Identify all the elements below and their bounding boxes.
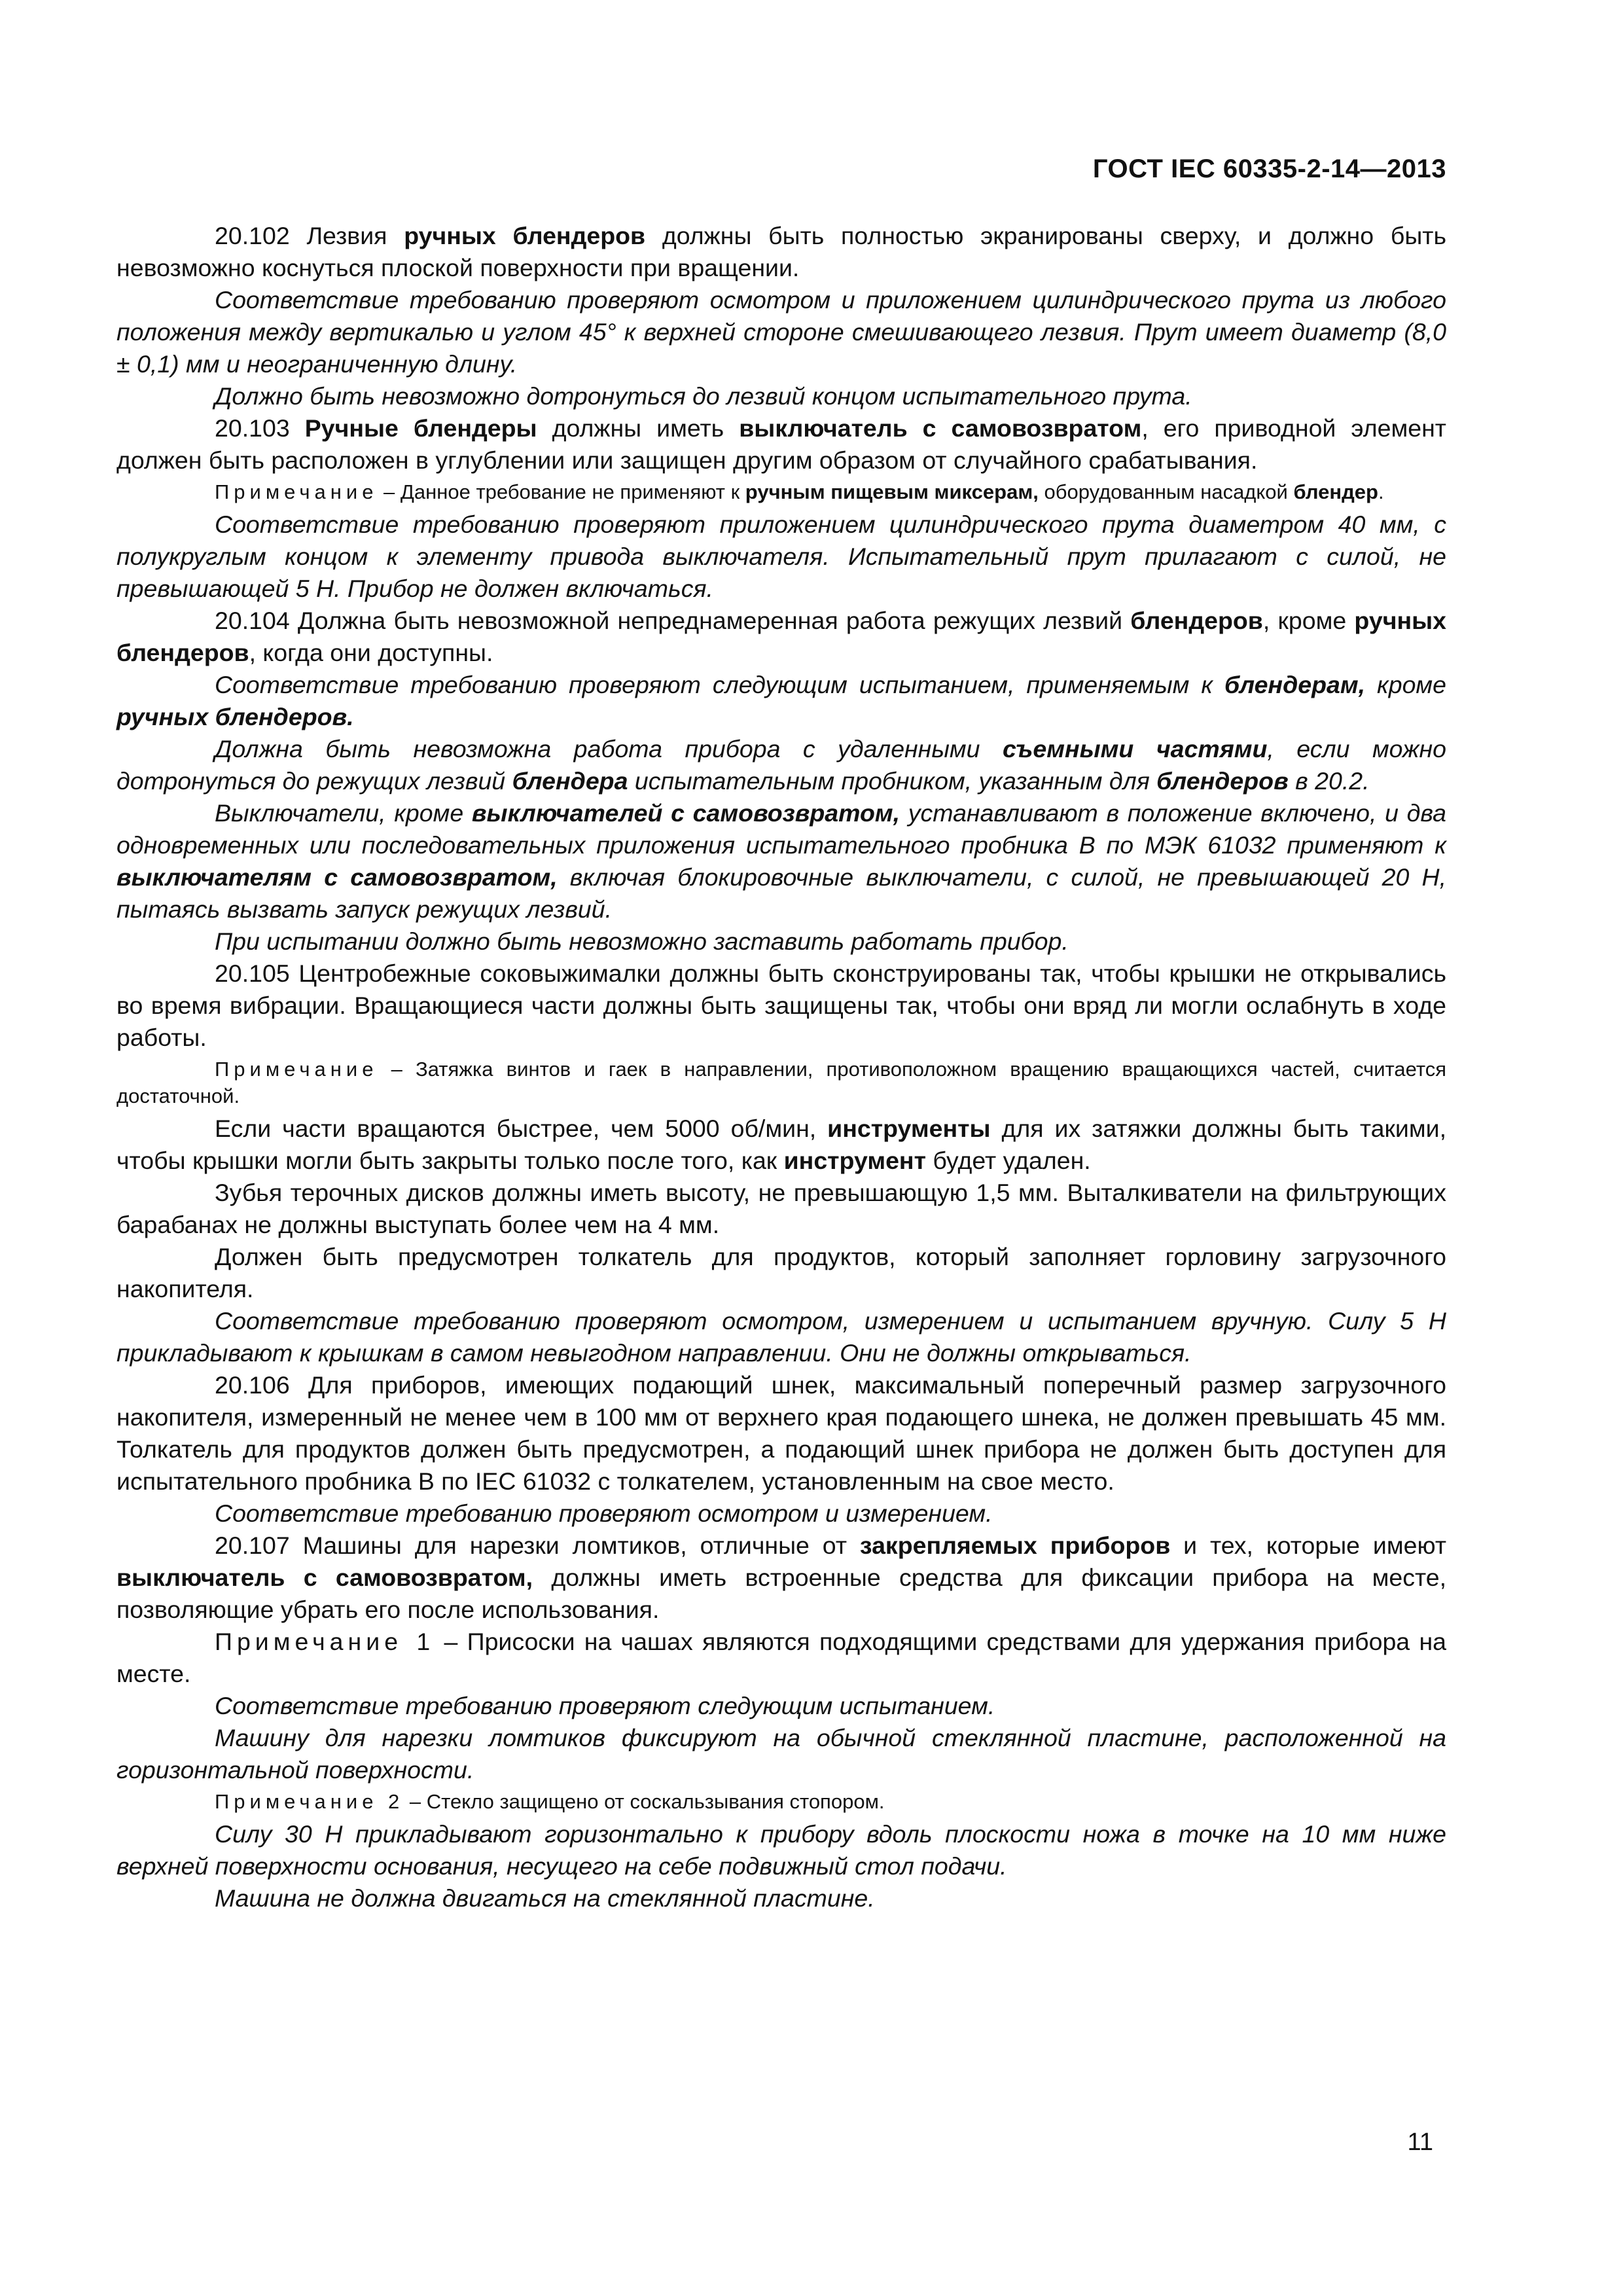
document-header: ГОСТ IEC 60335-2-14—2013 — [1092, 154, 1446, 183]
paragraph — [116, 380, 1446, 412]
text-run: Зубья терочных дисков должны иметь высоту, не превышающую 1,5 мм. Выталкиватели на фильтрующих барабанах не должны выступать более чем на 4 мм. — [116, 1179, 1446, 1238]
bold-term: инструмент — [783, 1147, 926, 1174]
text-run: 20.106 Для приборов, имеющих подающий шнек, максимальный поперечный размер загрузочного накопителя, измеренный не менее чем в 100 мм от верхнего края подающего шнека, не должен превышать 45 мм. Толкатель для продуктов должен быть предусмотрен, а подающий шнек прибора не должен быть доступен для испытательного пробника B по IEC 61032 с толкателем, установленным на свое место. — [116, 1371, 1446, 1495]
text-run: Выключатели, кроме — [215, 799, 472, 827]
text-run: Соответствие требованию проверяют следующим испытанием. — [215, 1692, 995, 1719]
note-label: Примечание 2 — [215, 1790, 404, 1813]
text-run: включая блокировочные выключатели, с силой, не превышающей 20 Н, пытаясь вызвать запуск режущих лезвий. — [116, 863, 1446, 923]
note-paragraph — [116, 1056, 1446, 1109]
text-run: – Данное требование не применяют к — [378, 480, 745, 503]
paragraph — [116, 284, 1446, 380]
bold-term: блендеров — [1156, 767, 1289, 795]
text-run: Соответствие требованию проверяют осмотром, измерением и испытанием вручную. Силу 5 Н прикладывают к крышкам в самом невыгодном направлении. Они не должны открываться. — [116, 1307, 1446, 1367]
text-run: – Стекло защищено от соскальзывания стопором. — [404, 1790, 885, 1813]
bold-term: ручных блендеров — [404, 222, 646, 249]
bold-term: блендерам, — [1224, 671, 1366, 698]
note-label: Примечание 1 — [215, 1628, 435, 1655]
text-run: Силу 30 Н прикладывают горизонтально к прибору вдоль плоскости ножа в точке на 10 мм ниже верхней поверхности основания, несущего на себе подвижный стол подачи. — [116, 1820, 1446, 1880]
text-run: Соответствие требованию проверяют приложением цилиндрического прута диаметром 40 мм, с полукруглым концом к элементу привода выключателя. Испытательный прут прилагают с силой, не превышающей 5 Н. Прибор не должен включаться. — [116, 511, 1446, 602]
paragraph — [116, 605, 1446, 669]
bold-term: выключатель с самовозвратом, — [116, 1564, 533, 1591]
bold-term: выключатель с самовозвратом — [739, 414, 1142, 442]
paragraph — [116, 733, 1446, 797]
note-paragraph — [116, 478, 1446, 505]
text-run: испытательным пробником, указанным для — [628, 767, 1157, 795]
bold-term: съемными частями — [1002, 735, 1268, 762]
paragraph — [116, 1530, 1446, 1626]
paragraph — [116, 1722, 1446, 1786]
text-run: Должна быть невозможна работа прибора с удаленными — [215, 735, 1003, 762]
text-run: , кроме — [1262, 607, 1355, 634]
text-run: оборудованным насадкой — [1038, 480, 1294, 503]
paragraph — [116, 1882, 1446, 1914]
text-run: . — [1378, 480, 1384, 503]
text-run: 20.104 Должна быть невозможной непреднамеренная работа режущих лезвий — [215, 607, 1131, 634]
text-run: Должно быть невозможно дотронуться до лезвий концом испытательного прута. — [215, 382, 1192, 410]
paragraph — [116, 925, 1446, 958]
text-run: При испытании должно быть невозможно заставить работать прибор. — [215, 927, 1069, 955]
text-run: – Присоски на чашах являются подходящими средствами для удержания прибора на месте. — [116, 1628, 1447, 1687]
text-run: – Затяжка винтов и гаек в направлении, противоположном вращению вращающихся частей, считается достаточной. — [116, 1058, 1446, 1107]
text-run: и тех, которые имеют — [1170, 1532, 1446, 1559]
text-run: 20.107 Машины для нарезки ломтиков, отличные от — [215, 1532, 860, 1559]
text-run: 20.105 Центробежные соковыжималки должны быть сконструированы так, чтобы крышки не открывались во время вибрации. Вращающиеся части должны быть защищены так, чтобы они вряд ли могли ослабнуть в ходе работы. — [116, 960, 1446, 1051]
bold-term: блендера — [512, 767, 628, 795]
text-run: будет удален. — [925, 1147, 1091, 1174]
paragraph — [116, 412, 1446, 476]
paragraph — [116, 669, 1446, 733]
paragraph — [116, 958, 1446, 1054]
document-body — [116, 220, 1446, 1914]
text-run: Соответствие требованию проверяют следующим испытанием, применяемым к — [215, 671, 1225, 698]
bold-term: ручным пищевым миксерам, — [745, 480, 1039, 503]
bold-term: ручных блендеров. — [116, 703, 354, 730]
bold-term: ручных блендеров — [116, 607, 1446, 666]
bold-term: инструменты — [827, 1115, 991, 1142]
bold-term: выключателям с самовозвратом, — [116, 863, 558, 891]
text-run: , его приводной элемент должен быть расположен в углублении или защищен другим образом от случайного срабатывания. — [116, 414, 1446, 474]
text-run: Если части вращаются быстрее, чем 5000 об/мин, — [215, 1115, 828, 1142]
text-run: , когда они доступны. — [249, 639, 493, 666]
paragraph — [116, 1690, 1446, 1722]
paragraph — [116, 1113, 1446, 1177]
paragraph — [116, 797, 1446, 925]
paragraph — [116, 1626, 1446, 1690]
paragraph — [116, 1241, 1446, 1305]
text-run: должны иметь — [537, 414, 740, 442]
text-run: в 20.2. — [1288, 767, 1370, 795]
text-run: 20.102 Лезвия — [215, 222, 404, 249]
note-label: Примечание — [215, 480, 378, 503]
bold-term: блендеров — [1130, 607, 1263, 634]
text-run: должны иметь встроенные средства для фиксации прибора на месте, позволяющие убрать его после использования. — [116, 1564, 1446, 1623]
paragraph — [116, 1177, 1446, 1241]
text-run: Соответствие требованию проверяют осмотром и приложением цилиндрического прута из любого положения между вертикалью и углом 45° к верхней стороне смешивающего лезвия. Прут имеет диаметр (8,0 ± 0,1) мм и неограниченную длину. — [116, 286, 1446, 378]
bold-term: Ручные блендеры — [304, 414, 537, 442]
note-label: Примечание — [215, 1058, 378, 1081]
paragraph — [116, 1498, 1446, 1530]
text-run: 20.103 — [215, 414, 305, 442]
text-run: Машина не должна двигаться на стеклянной пластине. — [215, 1884, 875, 1912]
text-run: Должен быть предусмотрен толкатель для продуктов, который заполняет горловину загрузочного накопителя. — [116, 1243, 1446, 1302]
bold-term: закрепляемых приборов — [859, 1532, 1171, 1559]
paragraph — [116, 220, 1446, 284]
text-run: Машину для нарезки ломтиков фиксируют на обычной стеклянной пластине, расположенной на горизонтальной поверхности. — [116, 1724, 1446, 1784]
bold-term: блендер — [1293, 480, 1378, 503]
page-number: 11 — [1407, 2128, 1433, 2156]
text-run: устанавливают в положение включено, и два одновременных или последовательных приложения испытательного пробника B по МЭК 61032 применяют к — [116, 799, 1446, 859]
paragraph — [116, 1369, 1446, 1498]
bold-term: выключателей с самовозвратом, — [471, 799, 901, 827]
note-paragraph — [116, 1788, 1446, 1815]
paragraph — [116, 1305, 1446, 1369]
text-run: кроме — [1365, 671, 1446, 698]
paragraph — [116, 1818, 1446, 1882]
text-run: должны быть полностью экранированы сверху, и должно быть невозможно коснуться плоской поверхности при вращении. — [116, 222, 1446, 281]
text-run: , если можно дотронуться до режущих лезвий — [116, 735, 1446, 795]
text-run: Соответствие требованию проверяют осмотром и измерением. — [215, 1499, 993, 1527]
text-run: для их затяжки должны быть такими, чтобы крышки могли быть закрыты только после того, как — [116, 1115, 1446, 1174]
paragraph — [116, 509, 1446, 605]
